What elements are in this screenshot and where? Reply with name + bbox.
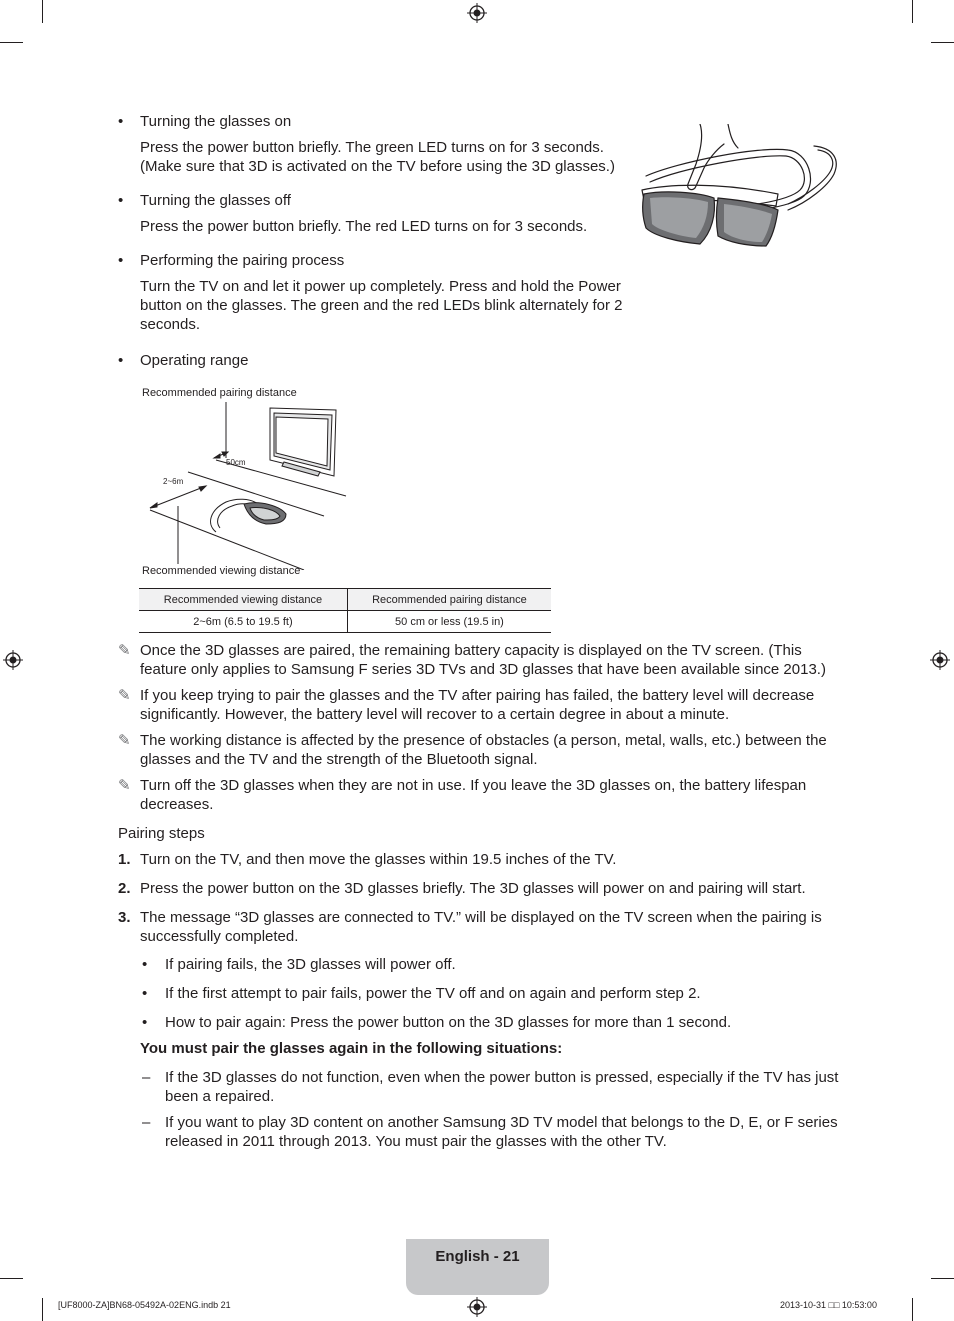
- section-heading: Turning the glasses off: [140, 192, 291, 209]
- table-header-cell: Recommended viewing distance: [139, 589, 347, 611]
- dash-icon: –: [142, 1069, 151, 1086]
- bullet-icon: •: [118, 192, 124, 209]
- sub-bullet-text: If the first attempt to pair fails, power the TV off and on again and perform step 2.: [165, 985, 701, 1002]
- must-pair-heading: You must pair the glasses again in the following situations:: [140, 1040, 563, 1057]
- text-line: seconds.: [140, 316, 201, 333]
- crop-mark: [931, 42, 954, 43]
- bullet-icon: •: [142, 1014, 148, 1031]
- crop-mark: [912, 1298, 913, 1321]
- table-cell: 2~6m (6.5 to 19.5 ft): [139, 611, 347, 633]
- slug-right: 2013-10-31 □□ 10:53:00: [780, 1300, 877, 1310]
- bullet-icon: •: [118, 352, 124, 369]
- note-item: [118, 731, 842, 769]
- step-text: Press the power button on the 3D glasses briefly. The 3D glasses will power on and pairing will start.: [140, 880, 806, 897]
- bullet-icon: •: [118, 113, 124, 130]
- table-header-row: [139, 589, 551, 611]
- note-pencil-icon: ✎: [118, 687, 131, 704]
- section-pairing-text: [140, 277, 623, 334]
- step-text: Turn on the TV, and then move the glasses within 19.5 inches of the TV.: [140, 851, 617, 868]
- step-item: [118, 908, 842, 946]
- crop-mark: [0, 1278, 23, 1279]
- situation-text: If you want to play 3D content on another Samsung 3D TV model that belongs to the D, E, or F series released in 2011 through 2013. You must pair the glasses with the other TV.: [165, 1114, 838, 1150]
- diagram-viewing-label: Recommended viewing distance: [142, 565, 301, 577]
- note-item: [118, 641, 842, 679]
- bullet-icon: •: [142, 956, 148, 973]
- section-turning-off-text: [140, 217, 587, 236]
- text-line: (Make sure that 3D is activated on the TV before using the 3D glasses.): [140, 158, 615, 175]
- note-item: [118, 776, 842, 814]
- tv-icon: [270, 408, 336, 476]
- glasses-power-button-illustration: [638, 124, 842, 252]
- step-number: 2.: [118, 880, 131, 897]
- page-number: English - 21: [435, 1248, 520, 1265]
- table-header-cell: Recommended pairing distance: [347, 589, 551, 611]
- note-text: If you keep trying to pair the glasses and the TV after pairing has failed, the battery level will decrease significantly. However, the battery level will recover to a certain degree in about a minute.: [140, 687, 815, 723]
- section-heading: Operating range: [140, 352, 249, 369]
- step-item: [118, 879, 842, 898]
- registration-mark-icon: [930, 650, 950, 670]
- section-heading: Turning the glasses on: [140, 113, 292, 130]
- page-number-tab: [406, 1239, 549, 1295]
- bullet-icon: •: [142, 985, 148, 1002]
- registration-mark-icon: [467, 1297, 487, 1317]
- operating-range-diagram: [140, 400, 356, 570]
- diagram-pairing-label: Recommended pairing distance: [142, 387, 297, 399]
- text-line: Press the power button briefly. The green LED turns on for 3 seconds.: [140, 139, 604, 156]
- note-pencil-icon: ✎: [118, 777, 131, 794]
- slug-left: [UF8000-ZA]BN68-05492A-02ENG.indb 21: [58, 1300, 231, 1310]
- sub-bullet-item: [140, 955, 842, 974]
- crop-mark: [912, 0, 913, 23]
- note-text: Once the 3D glasses are paired, the remaining battery capacity is displayed on the TV screen. (This feature only applies to Samsung F series 3D TVs and 3D glasses that have been available since 2013.): [140, 642, 826, 678]
- step-item: [118, 850, 842, 869]
- text-line: Press the power button briefly. The red LED turns on for 3 seconds.: [140, 218, 588, 235]
- section-heading: Performing the pairing process: [140, 252, 345, 269]
- note-pencil-icon: ✎: [118, 732, 131, 749]
- note-pencil-icon: ✎: [118, 642, 131, 659]
- situation-text: If the 3D glasses do not function, even when the power button is pressed, especially if the TV has just been a repaired.: [165, 1069, 839, 1105]
- diagram-far-distance-label: 2~6m: [163, 477, 184, 486]
- note-item: [118, 686, 842, 724]
- note-text: The working distance is affected by the presence of obstacles (a person, metal, walls, etc.) between the glasses and the TV and the strength of the Bluetooth signal.: [140, 732, 827, 768]
- crop-mark: [931, 1278, 954, 1279]
- step-number: 3.: [118, 909, 131, 926]
- sub-bullet-item: [140, 1013, 842, 1032]
- registration-mark-icon: [467, 3, 487, 23]
- note-text: Turn off the 3D glasses when they are not in use. If you leave the 3D glasses on, the battery lifespan decreases.: [140, 777, 807, 813]
- section-turning-on-text: [140, 138, 615, 176]
- bullet-icon: •: [118, 252, 124, 269]
- text-line: button on the glasses. The green and the red LEDs blink alternately for 2: [140, 297, 623, 314]
- crop-mark: [42, 0, 43, 23]
- pairing-steps-heading: Pairing steps: [118, 825, 205, 842]
- situation-item: [140, 1113, 842, 1151]
- table-cell: 50 cm or less (19.5 in): [347, 611, 551, 633]
- step-text: The message “3D glasses are connected to TV.” will be displayed on the TV screen when the pairing is successfully completed.: [140, 909, 822, 945]
- glasses-icon: [211, 499, 286, 532]
- step-number: 1.: [118, 851, 131, 868]
- diagram-near-distance-label: 50cm: [226, 458, 246, 467]
- text-line: Turn the TV on and let it power up completely. Press and hold the Power: [140, 278, 621, 295]
- distance-table: [139, 588, 551, 633]
- sub-bullet-text: If pairing fails, the 3D glasses will power off.: [165, 956, 456, 973]
- table-row: [139, 611, 551, 633]
- situation-item: [140, 1068, 842, 1106]
- sub-bullet-text: How to pair again: Press the power button on the 3D glasses for more than 1 second.: [165, 1014, 732, 1031]
- dash-icon: –: [142, 1114, 151, 1131]
- registration-mark-icon: [3, 650, 23, 670]
- crop-mark: [0, 42, 23, 43]
- sub-bullet-item: [140, 984, 842, 1003]
- crop-mark: [42, 1298, 43, 1321]
